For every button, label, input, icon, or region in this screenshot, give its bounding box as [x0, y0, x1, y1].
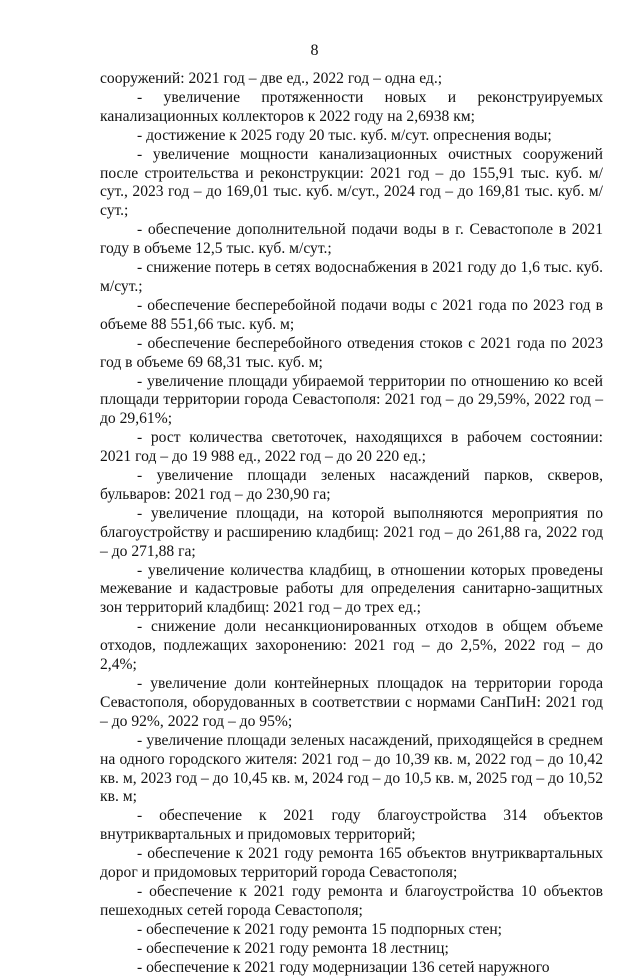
paragraph: - обеспечение к 2021 году модернизации 136 сетей наружного	[137, 958, 550, 976]
paragraph: - обеспечение дополнительной подачи воды в г. Севастополе в 2021 году в объеме 12,5 тыс. куб. м/сут.;	[100, 221, 603, 258]
paragraph: - увеличение площади, на которой выполняются мероприятия по благоустройству и расширению кладбищ: 2021 год – до 261,88 га, 2022 год – до 271,88 га;	[100, 504, 603, 560]
paragraph: - рост количества светоточек, находящихся в рабочем состоянии: 2021 год – до 19 988 ед., 2022 год – до 20 220 ед.;	[100, 429, 603, 466]
paragraph: - обеспечение к 2021 году ремонта 15 подпорных стен;	[137, 920, 503, 938]
paragraph: - обеспечение к 2021 году ремонта 18 лестниц;	[137, 939, 449, 957]
page-number: 8	[310, 42, 319, 59]
paragraph: - увеличение площади убираемой территории по отношению ко всей площади территории города Севастополя: 2021 год – до 29,59%, 2022 год – до 29,61%;	[100, 372, 603, 428]
paragraph: - снижение доли несанкционированных отходов в общем объеме отходов, подлежащих захоронению: 2021 год – до 2,5%, 2022 год – до 2,4%;	[100, 618, 603, 674]
paragraph: - обеспечение к 2021 году ремонта и благоустройства 10 объектов пешеходных сетей города Севастополя;	[100, 882, 603, 919]
paragraph: - снижение потерь в сетях водоснабжения в 2021 году до 1,6 тыс. куб. м/сут.;	[100, 259, 603, 295]
paragraph: - обеспечение бесперебойного отведения стоков с 2021 года по 2023 год в объеме 69 68,31 тыс. куб. м;	[100, 334, 603, 371]
paragraph: - увеличение количества кладбищ, в отношении которых проведены межевание и кадастровые работы для определения санитарно-защитных зон территорий кладбищ: 2021 год – до трех ед.;	[100, 561, 603, 617]
paragraph: - увеличение протяженности новых и реконструируемых канализационных коллекторов к 2022 году на 2,6938 км;	[100, 88, 603, 125]
paragraph: - увеличение мощности канализационных очистных сооружений после строительства и реконструкции: 2021 год – до 155,91 тыс. куб. м/сут., 2023 год – до 169,01 тыс. куб. м/сут., 2024 год – до 169,81 тыс. куб. м/сут.;	[100, 145, 603, 220]
paragraph: - достижение к 2025 году 20 тыс. куб. м/сут. опреснения воды;	[137, 126, 552, 144]
document-body	[100, 70, 603, 978]
paragraph: сооружений: 2021 год – две ед., 2022 год – одна ед.;	[100, 70, 443, 87]
paragraph: - увеличение доли контейнерных площадок на территории города Севастополя, оборудованных в соответствии с нормами СанПиН: 2021 год – до 92%, 2022 год – до 95%;	[100, 675, 603, 730]
paragraph: - обеспечение к 2021 году ремонта 165 объектов внутриквартальных дорог и придомовых территорий города Севастополя;	[100, 845, 603, 882]
paragraph: - обеспечение к 2021 году благоустройства 314 объектов внутриквартальных и придомовых территорий;	[100, 807, 603, 844]
paragraph: - обеспечение бесперебойной подачи воды с 2021 года по 2023 год в объеме 88 551,66 тыс. куб. м;	[100, 296, 603, 333]
paragraph: - увеличение площади зеленых насаждений парков, скверов, бульваров: 2021 год – до 230,90 га;	[100, 467, 603, 503]
paragraph: - увеличение площади зеленых насаждений, приходящейся в среднем на одного городского жителя: 2021 год – до 10,39 кв. м, 2022 год – до 10,42 кв. м, 2023 год – до 10,45 кв. м, 2024 год – до 10,5 кв. м, 2025 год – до 10,52 кв. м;	[100, 731, 603, 806]
